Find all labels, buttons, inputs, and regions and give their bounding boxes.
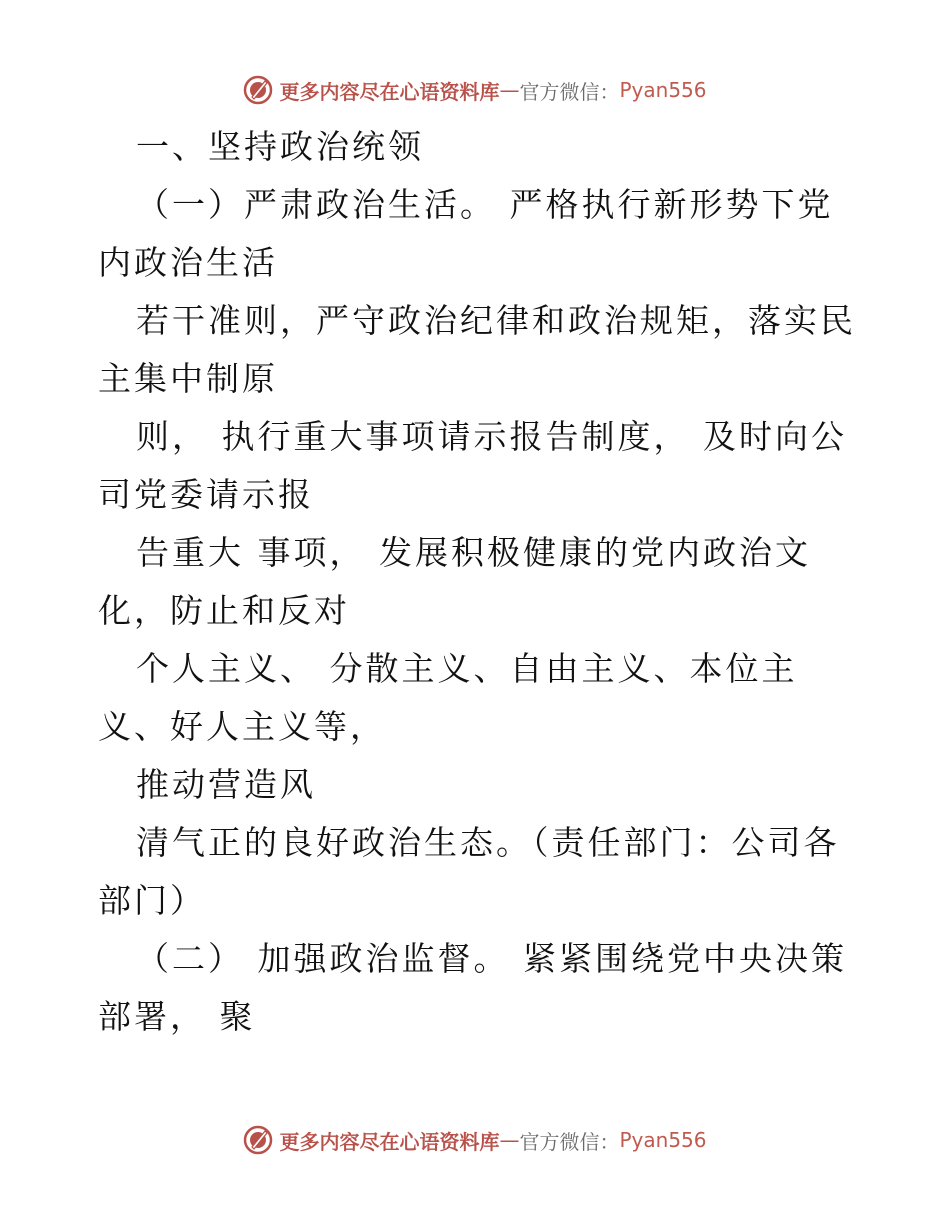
paragraph: 若干准则，严守政治纪律和政治规矩，落实民主集中制原 [98, 301, 856, 398]
paragraph: （二） 加强政治监督。 紧紧围绕党中央决策部署， 聚 [98, 939, 847, 1036]
header-banner [0, 70, 950, 110]
pen-circle-logo-icon [243, 1125, 273, 1155]
banner-wechat-id: Pyan556 [619, 1128, 707, 1152]
footer-banner [0, 1120, 950, 1160]
banner-title: 更多内容尽在心语资料库 [279, 79, 500, 104]
banner-dash: — [499, 78, 520, 102]
banner-title: 更多内容尽在心语资料库 [279, 1129, 500, 1154]
section-heading: 一、坚持政治统领 [136, 127, 424, 166]
paragraph: 个人主义、 分散主义、自由主义、本位主义、好人主义等， [98, 649, 798, 746]
banner-wechat-label: 官方微信： [519, 1129, 620, 1154]
paragraph: （一）严肃政治生活。 严格执行新形势下党内政治生活 [98, 185, 834, 282]
paragraph: 告重大 事项， 发展积极健康的党内政治文化，防止和反对 [98, 533, 811, 630]
banner-dash: — [499, 1128, 520, 1152]
paragraph: 清气正的良好政治生态。（责任部门：公司各部门） [98, 823, 840, 920]
document-body [98, 118, 858, 1046]
banner-wechat-label: 官方微信： [519, 79, 620, 104]
banner-wechat-id: Pyan556 [619, 78, 707, 102]
pen-circle-logo-icon [243, 75, 273, 105]
paragraph: 则， 执行重大事项请示报告制度， 及时向公司党委请示报 [98, 417, 847, 514]
paragraph: 推动营造风 [136, 765, 316, 804]
